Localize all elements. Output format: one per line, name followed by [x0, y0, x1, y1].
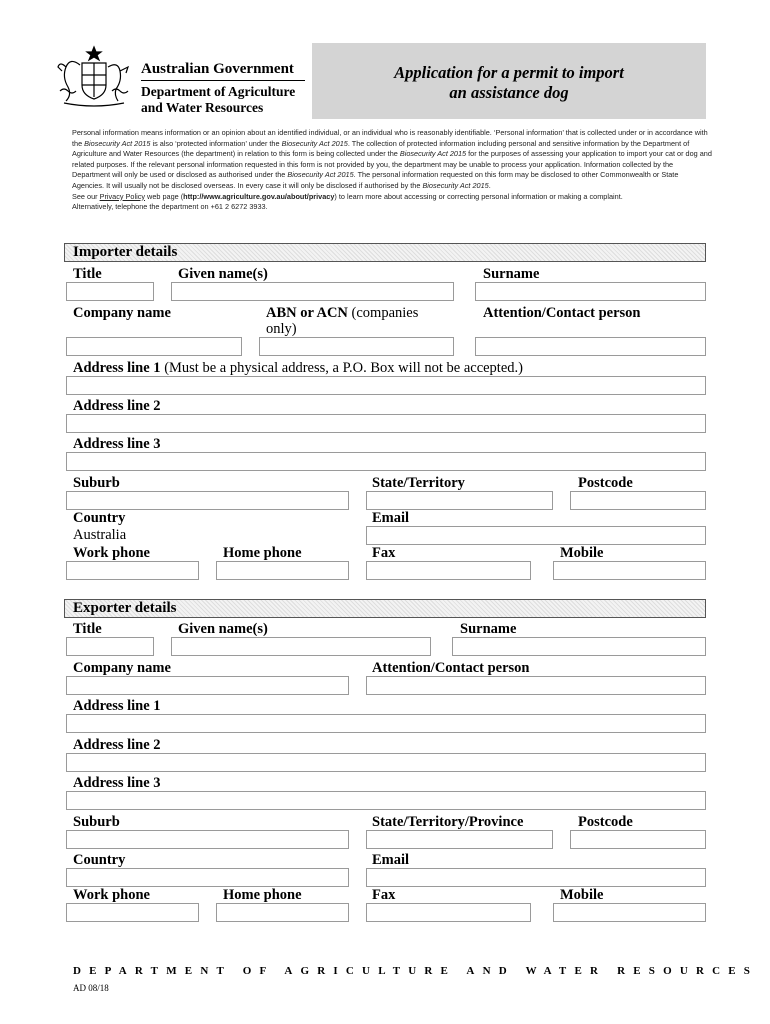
exporter-fax-input[interactable]	[366, 903, 531, 922]
importer-addr1-input[interactable]	[66, 376, 706, 395]
importer-attention-input[interactable]	[475, 337, 706, 356]
form-title-line1: Application for a permit to import	[394, 63, 624, 82]
exporter-postcode-label: Postcode	[578, 814, 633, 830]
exporter-attention-label: Attention/Contact person	[372, 660, 530, 676]
exporter-mobile-label: Mobile	[560, 887, 604, 903]
exporter-surname-input[interactable]	[452, 637, 706, 656]
coat-of-arms-logo	[52, 45, 136, 111]
importer-state-input[interactable]	[366, 491, 553, 510]
importer-country-label: Country	[73, 510, 126, 526]
importer-addr3-label: Address line 3	[73, 436, 161, 452]
importer-addr2-input[interactable]	[66, 414, 706, 433]
importer-country-value: Australia	[73, 527, 127, 543]
importer-suburb-label: Suburb	[73, 475, 120, 491]
exporter-attention-input[interactable]	[366, 676, 706, 695]
importer-state-label: State/Territory	[372, 475, 465, 491]
importer-company-input[interactable]	[66, 337, 242, 356]
exporter-work-phone-label: Work phone	[73, 887, 150, 903]
importer-attention-label: Attention/Contact person	[483, 305, 641, 321]
exporter-country-label: Country	[73, 852, 126, 868]
footer-department: DEPARTMENT OF AGRICULTURE AND WATER RESOURCES	[73, 965, 759, 977]
exporter-section-heading: Exporter details	[64, 599, 706, 618]
exporter-addr2-label: Address line 2	[73, 737, 161, 753]
exporter-addr3-label: Address line 3	[73, 775, 161, 791]
importer-work-phone-input[interactable]	[66, 561, 199, 580]
importer-title-label: Title	[73, 266, 102, 282]
exporter-title-label: Title	[73, 621, 102, 637]
importer-home-phone-input[interactable]	[216, 561, 349, 580]
exporter-home-phone-input[interactable]	[216, 903, 349, 922]
importer-work-phone-label: Work phone	[73, 545, 150, 561]
header-divider	[141, 80, 305, 81]
importer-mobile-input[interactable]	[553, 561, 706, 580]
exporter-addr1-label: Address line 1	[73, 698, 161, 714]
exporter-given-label: Given name(s)	[178, 621, 268, 637]
form-title-box	[312, 43, 706, 119]
importer-fax-label: Fax	[372, 545, 396, 561]
importer-addr3-input[interactable]	[66, 452, 706, 471]
importer-surname-input[interactable]	[475, 282, 706, 301]
importer-surname-label: Surname	[483, 266, 540, 282]
form-code: AD 08/18	[73, 983, 109, 993]
exporter-addr3-input[interactable]	[66, 791, 706, 810]
exporter-given-input[interactable]	[171, 637, 431, 656]
exporter-work-phone-input[interactable]	[66, 903, 199, 922]
exporter-title-input[interactable]	[66, 637, 154, 656]
importer-home-phone-label: Home phone	[223, 545, 302, 561]
exporter-email-label: Email	[372, 852, 410, 868]
exporter-home-phone-label: Home phone	[223, 887, 302, 903]
exporter-country-input[interactable]	[66, 868, 349, 887]
importer-given-input[interactable]	[171, 282, 454, 301]
form-title-line2: an assistance dog	[449, 83, 569, 102]
dept-name-line2: and Water Resources	[141, 100, 264, 115]
importer-suburb-input[interactable]	[66, 491, 349, 510]
importer-postcode-input[interactable]	[570, 491, 706, 510]
importer-abn-input[interactable]	[259, 337, 454, 356]
exporter-company-input[interactable]	[66, 676, 349, 695]
importer-addr2-label: Address line 2	[73, 398, 161, 414]
exporter-company-label: Company name	[73, 660, 171, 676]
privacy-notice: Personal information means information or an opinion about an identified individual, or an individual who is reasonably identifiable. ‘Personal information’ that is collected under or in accordance with the Biosecurity Act 2015 is also ‘protected information’ under the Biosecurity Act 2015. The collection of protected information including personal and sensitive information by the Department of Agriculture and Water Resources (the department) in relation to this form is being collected under the Biosecurity Act 2015 for the purposes of assessing your application to import your cat or dog and related purposes. If the relevant personal information requested in this form is not provided by you, the department may be unable to process your application. Information collected by the Department will only be used or disclosed as authorised under the Biosecurity Act 2015. The personal information requested on this form may be disclosed to other Commonwealth or State Agencies. It will usually not be disclosed overseas. In every case it will only be disclosed if authorised by the Biosecurity Act 2015. See our Privacy Policy web page (http://www.agriculture.gov.au/about/privacy) to learn more about accessing or correcting personal information or making a complaint. Alternatively, telephone the department on +61 2 6272 3933.	[72, 128, 712, 212]
importer-addr1-label: Address line 1 (Must be a physical address, a P.O. Box will not be accepted.)	[73, 360, 523, 376]
importer-mobile-label: Mobile	[560, 545, 604, 561]
exporter-mobile-input[interactable]	[553, 903, 706, 922]
exporter-addr1-input[interactable]	[66, 714, 706, 733]
exporter-suburb-label: Suburb	[73, 814, 120, 830]
exporter-email-input[interactable]	[366, 868, 706, 887]
exporter-state-label: State/Territory/Province	[372, 814, 524, 830]
importer-email-input[interactable]	[366, 526, 706, 545]
importer-abn-label: ABN or ACN (companies only)	[266, 305, 419, 337]
exporter-suburb-input[interactable]	[66, 830, 349, 849]
importer-company-label: Company name	[73, 305, 171, 321]
exporter-state-input[interactable]	[366, 830, 553, 849]
dept-name-line1: Department of Agriculture	[141, 84, 296, 99]
exporter-surname-label: Surname	[460, 621, 517, 637]
importer-given-label: Given name(s)	[178, 266, 268, 282]
exporter-postcode-input[interactable]	[570, 830, 706, 849]
exporter-addr2-input[interactable]	[66, 753, 706, 772]
importer-section-heading: Importer details	[64, 243, 706, 262]
importer-title-input[interactable]	[66, 282, 154, 301]
importer-email-label: Email	[372, 510, 410, 526]
exporter-fax-label: Fax	[372, 887, 396, 903]
importer-postcode-label: Postcode	[578, 475, 633, 491]
privacy-policy-link[interactable]: Privacy Policy	[99, 191, 146, 201]
importer-fax-input[interactable]	[366, 561, 531, 580]
gov-name: Australian Government	[141, 61, 294, 77]
